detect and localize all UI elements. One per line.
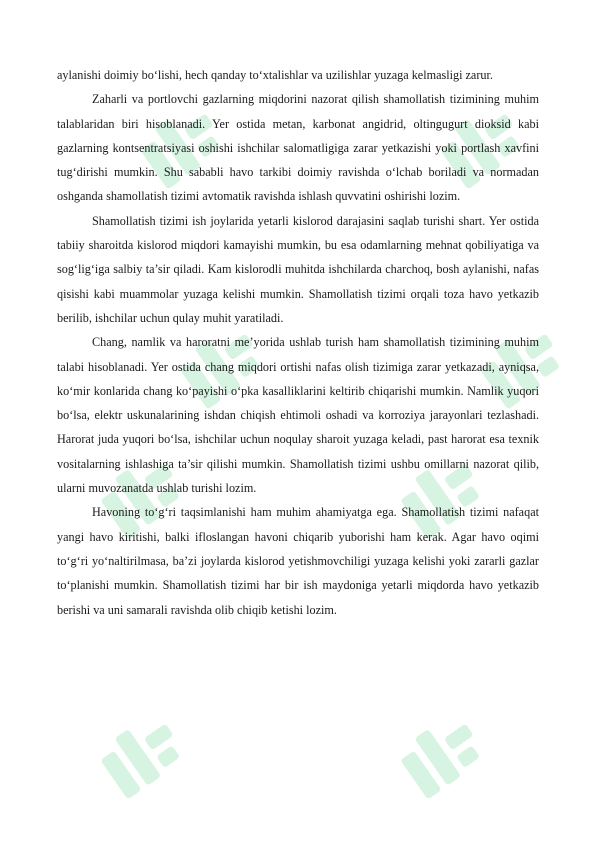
paragraph-1: aylanishi doimiy bo‘lishi, hech qanday to‘xtalishlar va uzilishlar yuzaga kelmasligi zarur. (57, 68, 493, 82)
paragraph-4: Chang, namlik va haroratni me’yorida ushlab turish ham shamollatish tizimining muhim talabi hisoblanadi. Yer ostida chang miqdori ortishi nafas olish tizimiga zarar yetkazadi, ayniqsa, ko‘mir konlarida chang ko‘payishi o‘pka kasalliklarini keltirib chiqarishi mumkin. Namlik yuqori bo‘lsa, elektr uskunalarining ishdan chiqish ehtimoli oshadi va korroziya jarayonlari tezlashadi. Harorat juda yuqori bo‘lsa, ishchilar uchun noqulay sharoit yuzaga keladi, past harorat esa texnik vositalarning ishlashiga ta’sir qilishi mumkin. Shamollatish tizimi ushbu omillarni nazorat qilib, ularni muvozanatda ushlab turishi lozim. (57, 335, 539, 496)
pdf-watermark-icon (380, 690, 500, 810)
document-page (57, 63, 539, 622)
paragraph-3: Shamollatish tizimi ish joylarida yetarli kislorod darajasini saqlab turishi shart. Yer ostida tabiiy sharoitda kislorod miqdori kamayishi mumkin, bu esa odamlarning mehnat qobiliyatiga va sog‘lig‘iga salbiy ta’sir qiladi. Kam kislorodli muhitda ishchilarda charchoq, bosh aylanishi, nafas qisishi kabi muammolar yuzaga kelishi mumkin. Shamollatish tizimi orqali toza havo yetkazib berilib, ishchilar uchun qulay muhit yaratiladi. (57, 213, 539, 325)
paragraph-5: Havoning to‘g‘ri taqsimlanishi ham muhim ahamiyatga ega. Shamollatish tizimi nafaqat yangi havo kiritishi, balki ifloslangan havoni chiqarib yuborishi ham kerak. Agar havo oqimi to‘g‘ri yo‘naltirilmasa, ba’zi joylarda kislorod yetishmovchiligi yuzaga kelishi yoki zararli gazlar to‘planishi mumkin. Shamollatish tizimi har bir ish maydoniga yetarli miqdorda havo yetkazib berishi va uni samarali ravishda olib chiqib ketishi lozim. (57, 505, 539, 617)
paragraph-2: Zaharli va portlovchi gazlarning miqdorini nazorat qilish shamollatish tizimining muhim talablaridan biri hisoblanadi. Yer ostida metan, karbonat angidrid, oltingugurt dioksid kabi gazlarning kontsentratsiyasi oshishi ishchilar salomatligiga zarar yetkazishi yoki portlash xavfini tug‘dirishi mumkin. Shu sababli havo tarkibi doimiy ravishda o‘lchab boriladi va normadan oshganda shamollatish tizimi avtomatik ravishda ishlash quvvatini oshirishi lozim. (57, 92, 539, 204)
pdf-watermark-icon (80, 690, 200, 810)
